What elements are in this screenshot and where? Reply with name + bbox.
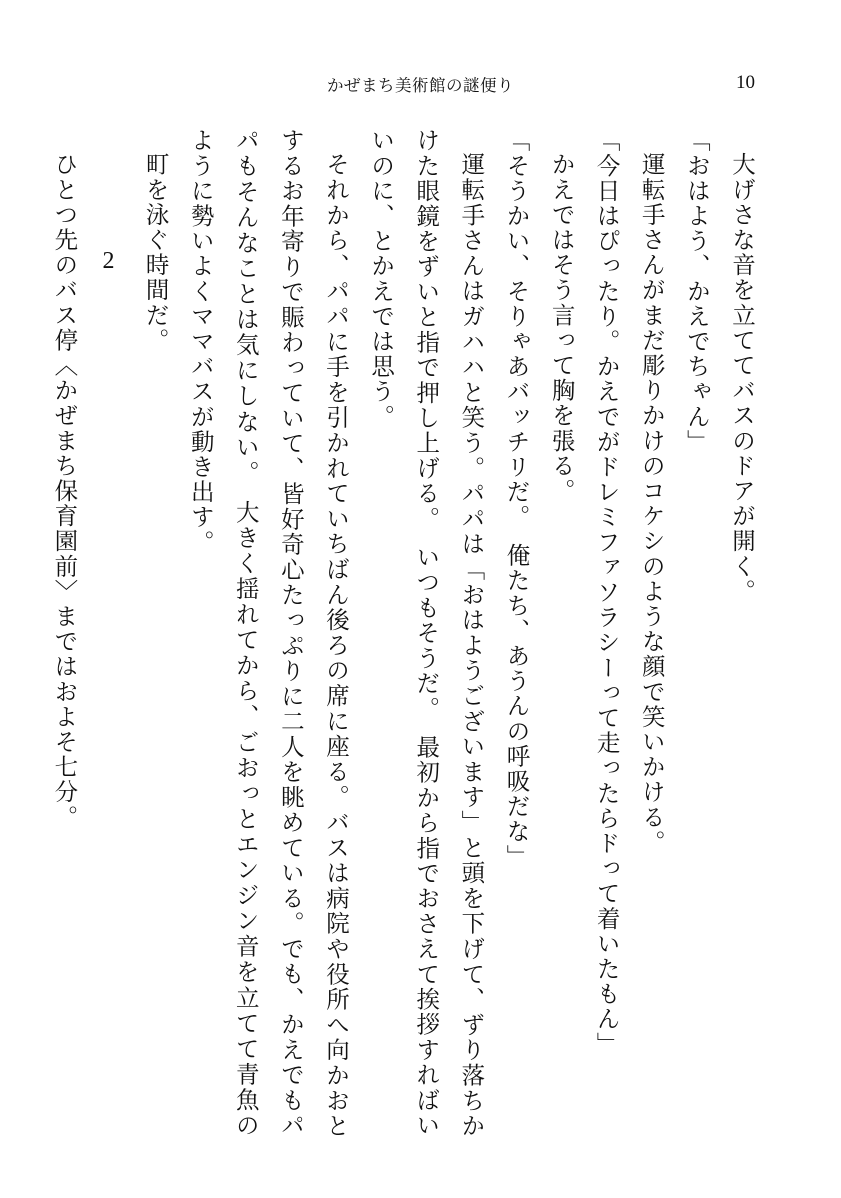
running-head-title: かぜまち美術館の謎便り xyxy=(327,76,514,95)
paragraph: 「そうかい、そりゃあバッチリだ。 俺たち、あうんの呼吸だな」 xyxy=(502,128,529,870)
paragraph: 運転手さんがまだ彫りかけのコケシのような顔で笑いかける。 xyxy=(637,151,664,855)
running-head xyxy=(0,72,841,96)
paragraph: 「おはよう、かえでちゃん」 xyxy=(682,128,709,455)
section-number-text: 2 xyxy=(95,248,122,276)
paragraph: かえではそう言って胸を張る。 xyxy=(547,151,574,503)
paragraph: ひとつ先のバス停〈かぜまち保育園前〉まではおよそ七分。 xyxy=(50,151,77,830)
vertical-text-body xyxy=(50,128,763,1138)
paragraph: 運転手さんはガハハと笑う。パパは「おはようございます」と頭を下げて、ずり落ちかけた眼鏡をずいと指で押し上げる。 いつもそうだ。 最初から指でおさえて挨拶すればいいのに、とかえでは思う。 xyxy=(367,128,484,1138)
paragraph: 「今日はぴったり。かえでがドレミファソラシーって走ったらドって着いたもん」 xyxy=(592,128,619,1057)
paragraph: 大げさな音を立ててバスのドアが開く。 xyxy=(728,151,754,604)
paragraph: 町を泳ぐ時間だ。 xyxy=(141,151,168,353)
paragraph: それから、パパに手を引かれていちばん後ろの席に座る。バスは病院や役所へ向かおとするお年寄りで賑わっていて、皆好奇心たっぷりに二人を眺めている。でも、かえでもパパもそんなことは気にしない。 大きく揺れてから、ごおっとエンジン音を立てて青魚のように勢いよくママバスが動き出す。 xyxy=(186,128,349,1138)
section-number xyxy=(85,128,131,1138)
page-number: 10 xyxy=(736,72,755,93)
